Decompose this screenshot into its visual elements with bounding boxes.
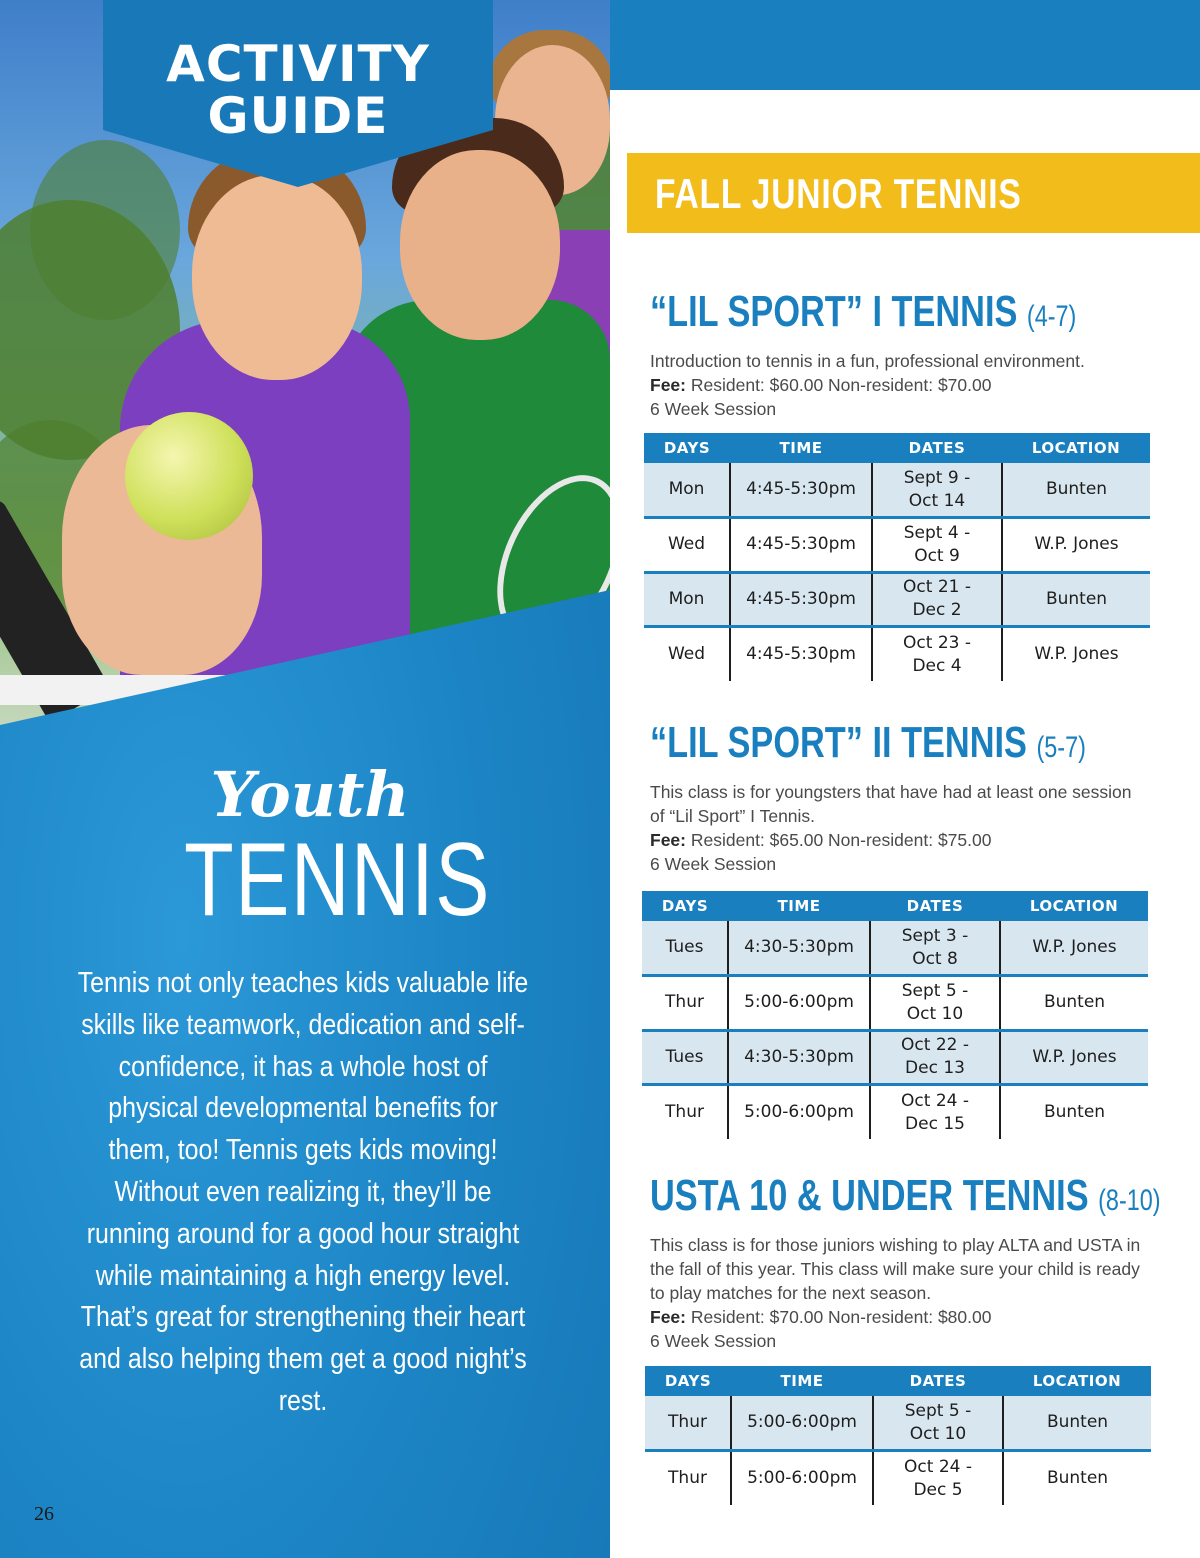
fee-value: Resident: $60.00 Non-resident: $70.00 bbox=[690, 375, 992, 395]
table-row bbox=[645, 1451, 1151, 1506]
date-start: Oct 24 - bbox=[901, 1090, 969, 1111]
cell-dates bbox=[873, 1451, 1003, 1506]
date-end: Dec 2 bbox=[912, 600, 962, 621]
fee-value: Resident: $70.00 Non-resident: $80.00 bbox=[690, 1307, 992, 1327]
class-block-lil-sport-2 bbox=[650, 717, 1150, 876]
date-start: Sept 4 - bbox=[903, 522, 971, 543]
activity-guide-title bbox=[103, 35, 493, 145]
cell-day: Mon bbox=[644, 463, 730, 518]
date-end: Dec 5 bbox=[913, 1479, 963, 1500]
cell-dates bbox=[872, 518, 1002, 573]
cell-day: Tues bbox=[642, 921, 728, 976]
description-text: This class is for youngsters that have had at least one session of “Lil Sport” I Tennis. bbox=[650, 782, 1132, 826]
description-text: This class is for those juniors wishing to play ALTA and USTA in the fall of this year. This class will make sure your child is ready to play matches for the next season. bbox=[650, 1235, 1141, 1303]
date-start: Oct 21 - bbox=[903, 577, 971, 598]
column-header-dates: DATES bbox=[870, 891, 1000, 921]
cell-time: 4:45-5:30pm bbox=[730, 572, 872, 627]
cell-dates bbox=[870, 976, 1000, 1031]
date-start: Oct 22 - bbox=[901, 1035, 969, 1056]
date-end: Dec 15 bbox=[905, 1113, 965, 1134]
cell-dates bbox=[872, 463, 1002, 518]
date-start: Oct 24 - bbox=[904, 1456, 972, 1477]
table-header-row bbox=[644, 433, 1150, 463]
column-header-time: TIME bbox=[730, 433, 872, 463]
class-name: “LIL SPORT” I TENNIS bbox=[650, 287, 1018, 336]
table-row bbox=[644, 572, 1150, 627]
table-row bbox=[644, 627, 1150, 682]
cell-time: 4:45-5:30pm bbox=[730, 463, 872, 518]
class-title bbox=[650, 1170, 1161, 1227]
cell-dates bbox=[872, 572, 1002, 627]
class-ages: (4-7) bbox=[1026, 300, 1077, 333]
date-end: Oct 9 bbox=[914, 545, 960, 566]
tennis-heading: TENNIS bbox=[184, 822, 491, 938]
cell-location: Bunten bbox=[1000, 976, 1148, 1031]
cell-dates bbox=[870, 1085, 1000, 1140]
table-header-row bbox=[645, 1366, 1151, 1396]
class-title bbox=[650, 717, 1086, 774]
cell-time: 5:00-6:00pm bbox=[728, 1085, 870, 1140]
table-row bbox=[642, 1030, 1148, 1085]
schedule-table-usta-10-under bbox=[645, 1366, 1151, 1505]
youth-script-heading: Youth bbox=[210, 758, 410, 831]
class-ages: (8-10) bbox=[1098, 1184, 1161, 1217]
session-length: 6 Week Session bbox=[650, 399, 777, 419]
cell-day: Wed bbox=[644, 518, 730, 573]
column-header-time: TIME bbox=[728, 891, 870, 921]
table-row bbox=[644, 463, 1150, 518]
session-length: 6 Week Session bbox=[650, 854, 777, 874]
date-end: Oct 8 bbox=[912, 948, 958, 969]
date-start: Sept 5 - bbox=[901, 980, 969, 1001]
cell-day: Thur bbox=[645, 1451, 731, 1506]
table-header-row bbox=[642, 891, 1148, 921]
date-start: Oct 23 - bbox=[903, 632, 971, 653]
cell-day: Thur bbox=[642, 976, 728, 1031]
column-header-time: TIME bbox=[731, 1366, 873, 1396]
date-start: Sept 5 - bbox=[904, 1400, 972, 1421]
class-description bbox=[650, 780, 1150, 876]
cell-location: W.P. Jones bbox=[1002, 627, 1150, 682]
date-end: Dec 13 bbox=[905, 1058, 965, 1079]
cell-location: Bunten bbox=[1000, 1085, 1148, 1140]
cell-location: W.P. Jones bbox=[1000, 1030, 1148, 1085]
fee-line bbox=[650, 373, 1150, 397]
cell-location: Bunten bbox=[1002, 572, 1150, 627]
class-title bbox=[650, 286, 1077, 343]
column-header-location: LOCATION bbox=[1000, 891, 1148, 921]
fee-label: Fee: bbox=[650, 375, 686, 395]
cell-time: 4:45-5:30pm bbox=[730, 518, 872, 573]
cell-time: 5:00-6:00pm bbox=[728, 976, 870, 1031]
cell-day: Thur bbox=[645, 1396, 731, 1451]
cell-location: Bunten bbox=[1002, 463, 1150, 518]
class-block-lil-sport-1 bbox=[650, 286, 1150, 421]
table-row bbox=[642, 976, 1148, 1031]
banner-line-2: GUIDE bbox=[207, 87, 389, 145]
fee-value: Resident: $65.00 Non-resident: $75.00 bbox=[690, 830, 992, 850]
class-block-usta-10-under bbox=[650, 1170, 1161, 1353]
table-row bbox=[644, 518, 1150, 573]
page-number: 26 bbox=[34, 1503, 54, 1525]
fee-label: Fee: bbox=[650, 830, 686, 850]
cell-time: 4:30-5:30pm bbox=[728, 1030, 870, 1085]
table-row bbox=[642, 1085, 1148, 1140]
date-end: Dec 4 bbox=[912, 655, 962, 676]
column-header-days: DAYS bbox=[642, 891, 728, 921]
class-name: USTA 10 & UNDER TENNIS bbox=[650, 1171, 1089, 1220]
tennis-ball-icon bbox=[125, 412, 253, 540]
intro-paragraph bbox=[75, 963, 530, 1423]
cell-location: Bunten bbox=[1003, 1396, 1151, 1451]
cell-time: 4:30-5:30pm bbox=[728, 921, 870, 976]
fee-line bbox=[650, 828, 1150, 852]
cell-dates bbox=[873, 1396, 1003, 1451]
cell-location: Bunten bbox=[1003, 1451, 1151, 1506]
cell-day: Tues bbox=[642, 1030, 728, 1085]
fee-line bbox=[650, 1305, 1150, 1329]
cell-dates bbox=[872, 627, 1002, 682]
description-text: Introduction to tennis in a fun, professional environment. bbox=[650, 351, 1085, 371]
banner-line-1: ACTIVITY bbox=[166, 35, 430, 93]
schedule-table-lil-sport-1 bbox=[644, 433, 1150, 681]
cell-location: W.P. Jones bbox=[1002, 518, 1150, 573]
date-end: Oct 10 bbox=[909, 1423, 967, 1444]
cell-dates bbox=[870, 921, 1000, 976]
date-end: Oct 14 bbox=[908, 490, 966, 511]
top-color-bar bbox=[610, 0, 1200, 90]
column-header-location: LOCATION bbox=[1002, 433, 1150, 463]
column-header-location: LOCATION bbox=[1003, 1366, 1151, 1396]
class-name: “LIL SPORT” II TENNIS bbox=[650, 718, 1027, 767]
cell-time: 4:45-5:30pm bbox=[730, 627, 872, 682]
column-header-days: DAYS bbox=[644, 433, 730, 463]
cell-day: Thur bbox=[642, 1085, 728, 1140]
class-description bbox=[650, 1233, 1150, 1353]
cell-day: Mon bbox=[644, 572, 730, 627]
date-start: Sept 3 - bbox=[901, 925, 969, 946]
cell-time: 5:00-6:00pm bbox=[731, 1396, 873, 1451]
column-header-days: DAYS bbox=[645, 1366, 731, 1396]
cell-dates bbox=[870, 1030, 1000, 1085]
table-row bbox=[642, 921, 1148, 976]
column-header-dates: DATES bbox=[872, 433, 1002, 463]
session-length: 6 Week Session bbox=[650, 1331, 777, 1351]
schedule-table-lil-sport-2 bbox=[642, 891, 1148, 1139]
cell-day: Wed bbox=[644, 627, 730, 682]
cell-time: 5:00-6:00pm bbox=[731, 1451, 873, 1506]
table-row bbox=[645, 1396, 1151, 1451]
date-start: Sept 9 - bbox=[903, 467, 971, 488]
class-description bbox=[650, 349, 1150, 421]
fee-label: Fee: bbox=[650, 1307, 686, 1327]
column-header-dates: DATES bbox=[873, 1366, 1003, 1396]
section-title: FALL JUNIOR TENNIS bbox=[655, 170, 1022, 217]
date-end: Oct 10 bbox=[906, 1003, 964, 1024]
class-ages: (5-7) bbox=[1036, 731, 1086, 764]
cell-location: W.P. Jones bbox=[1000, 921, 1148, 976]
intro-text: Tennis not only teaches kids valuable life skills like teamwork, dedication and self-confidence, it has a whole host of physical developmental benefits for them, too! Tennis gets kids moving! Without even realizing it, they’ll be running around for a good hour straight while maintaining a high energy level. That’s great for strengthening their heart and also helping them get a good night’s rest. bbox=[77, 967, 529, 1417]
